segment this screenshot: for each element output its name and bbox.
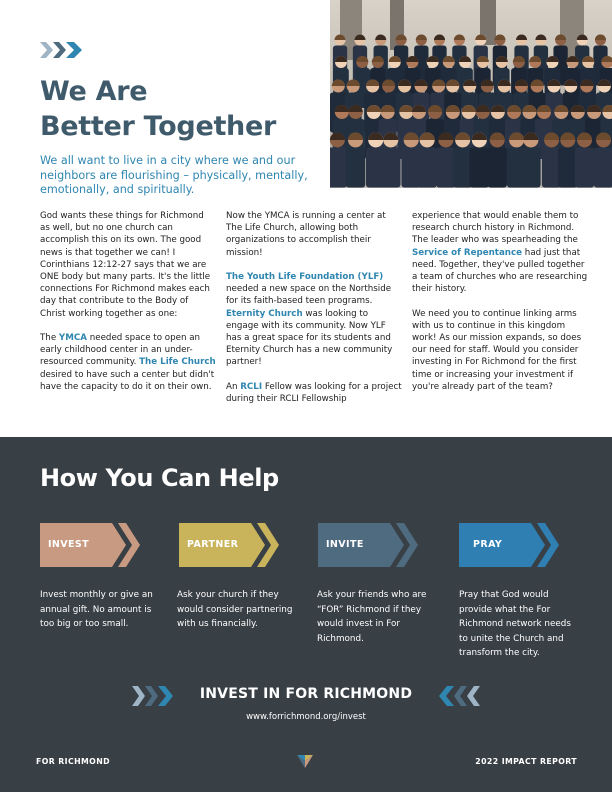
- invest-label: INVEST: [48, 539, 90, 550]
- body-paragraph: An RCLI Fellow was looking for a project during their RCLI Fellowship: [226, 381, 402, 405]
- invite-description: Ask your friends who are “FOR” Richmond if they would invest in For Richmond.: [317, 590, 427, 644]
- invest-url-link[interactable]: www.forrichmond.org/invest: [246, 712, 366, 722]
- body-paragraph: God wants these things for Richmond as well, but no one church can accomplish this on its own. The good news is that together we can! I Corinthians 12:12-27 says that we are ONE body but many parts. It's the little connections For Richmond makes each day that contribute to the Body of Christ working together as one:: [40, 211, 211, 319]
- body-paragraph: Now the YMCA is running a center at The Life Church, allowing both organizations to accomplish their mission!: [226, 211, 386, 258]
- page-title: We Are Better Together: [40, 76, 277, 142]
- body-column-1: [40, 210, 216, 405]
- body-paragraph: We need you to continue linking arms with us to continue in this kingdom work! As our mission expands, so does our need for staff. Would you consider investing in For Richmond for the first time or increasing your investment if you're already part of the team?: [412, 308, 582, 392]
- body-paragraph: The Youth Life Foundation (YLF) needed a new space on the Northside for its faith-based teen programs. Eternity Church was looking to engage with its community. Now YLF has a great space for its students and Eternity Church has a new community partner!: [226, 272, 393, 368]
- chevrons-icon: [40, 40, 88, 60]
- ylf-highlight: The Youth Life Foundation (YLF): [226, 272, 384, 282]
- rcli-highlight: RCLI: [240, 381, 263, 392]
- heart-logo-icon: [296, 753, 314, 769]
- life-church-highlight: The Life Church: [139, 357, 216, 368]
- group-photo: [330, 0, 612, 188]
- body-paragraph: The YMCA needed space to open an early childhood center in an under-resourced community. The Life Church desired to have such a center but didn't have the capacity to do it on their own.: [40, 333, 216, 392]
- help-section: [0, 437, 612, 792]
- body-column-3: [412, 210, 588, 405]
- invest-cta: INVEST IN FOR RICHMOND: [199, 686, 413, 702]
- eternity-church-highlight: Eternity Church: [226, 308, 303, 319]
- body-column-2: [226, 210, 402, 417]
- body-paragraph: experience that would enable them to research church history in Richmond. The leader who was spearheading the Service of Repentance had just that need. Together, they've pulled together a team of churches who are researching their history.: [412, 211, 588, 295]
- pray-description: Pray that God would provide what the For Richmond network needs to unite the Church and transform the city.: [459, 590, 571, 658]
- invest-action: [40, 523, 170, 567]
- invite-label: INVITE: [326, 539, 364, 550]
- invest-description: Invest monthly or give an annual gift. No amount is too big or too small.: [40, 590, 153, 629]
- invite-action: [318, 523, 448, 567]
- partner-description: Ask your church if they would consider partnering with us financially.: [177, 590, 293, 629]
- partner-action: [179, 523, 309, 567]
- pray-label: PRAY: [473, 539, 503, 550]
- help-title: How You Can Help: [40, 464, 279, 492]
- ymca-highlight: YMCA: [58, 333, 87, 344]
- partner-label: PARTNER: [187, 539, 239, 550]
- service-of-repentance-highlight: Service of Repentance: [412, 247, 523, 258]
- intro-subtitle: We all want to live in a city where we and our neighbors are flourishing – physically, mentally, emotionally, and spiritually.: [40, 154, 308, 196]
- footer-report-title: 2022 IMPACT REPORT: [475, 757, 577, 766]
- footer-org-name: FOR RICHMOND: [36, 757, 111, 766]
- pray-action: [459, 523, 589, 567]
